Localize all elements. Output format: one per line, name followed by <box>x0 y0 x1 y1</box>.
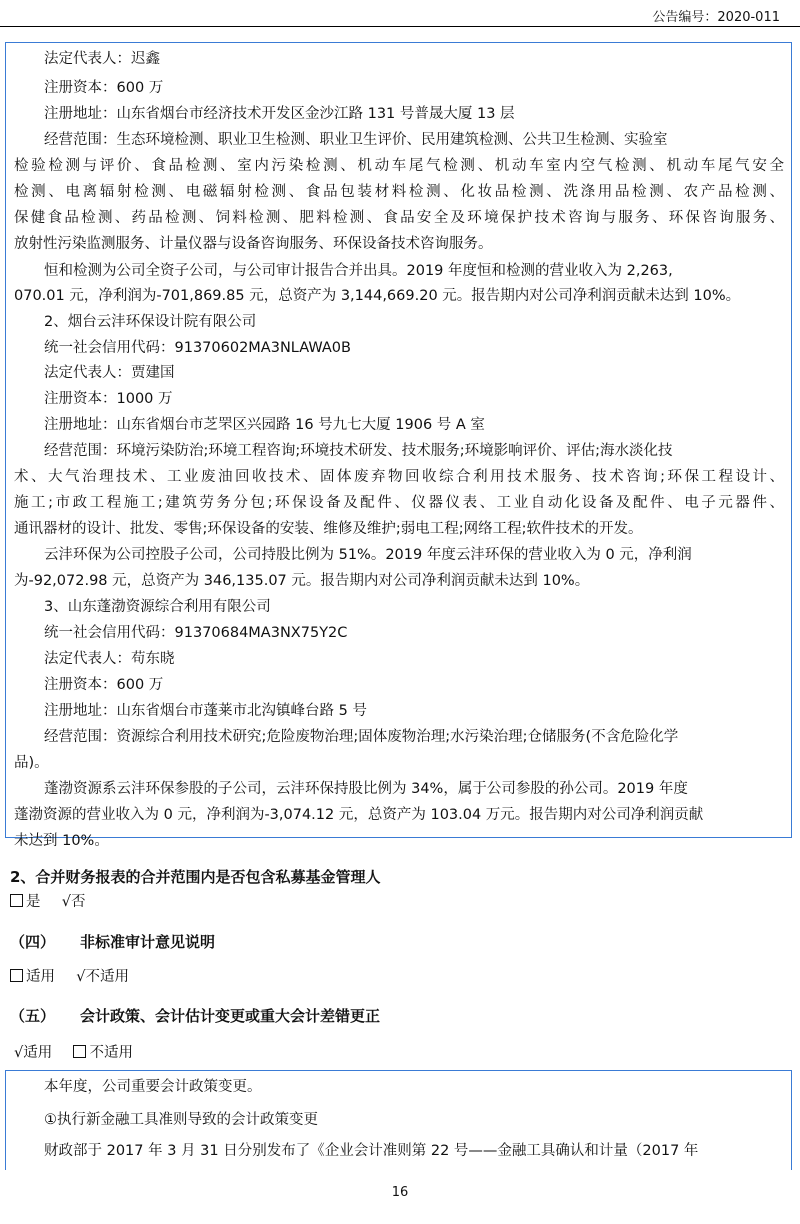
section-4-options <box>10 966 129 988</box>
text-line: 注册资本：600 万 <box>44 80 164 96</box>
text-line: 未达到 10%。 <box>14 833 109 849</box>
section-4-title: 非标准审计意见说明 <box>80 933 216 951</box>
option-not-applicable-label: √不适用 <box>76 969 129 985</box>
section-5-title: 会计政策、会计估计变更或重大会计差错更正 <box>80 1007 381 1025</box>
text-line: 蓬渤资源的营业收入为 0 元，净利润为-3,074.12 元，总资产为 103.04 万元。报告期内对公司净利润贡献 <box>14 807 704 823</box>
company-heading: 3、山东蓬渤资源综合利用有限公司 <box>44 599 271 615</box>
text-line: 施工;市政工程施工;建筑劳务分包;环保设备及配件、仪器仪表、工业自动化设备及配件、电子元器件、 <box>14 495 784 511</box>
section-2-title: 2、合并财务报表的合并范围内是否包含私募基金管理人 <box>10 868 381 886</box>
text-line: 放射性污染监测服务、计量仪器与设备咨询服务、环保设备技术咨询服务。 <box>14 236 493 252</box>
section-4-number: （四） <box>10 933 56 951</box>
section-2-options <box>10 891 85 913</box>
text-line: 注册资本：600 万 <box>44 677 164 693</box>
text-line: 财政部于 2017 年 3 月 31 日分别发布了《企业会计准则第 22 号——金融工具确认和计量（2017 年 <box>44 1143 699 1159</box>
text-line: 品)。 <box>14 755 49 771</box>
text-line: 经营范围：环境污染防治;环境工程咨询;环境技术研发、技术服务;环境影响评价、评估;海水淡化技 <box>44 443 673 459</box>
text-line: 统一社会信用代码：91370602MA3NLAWA0B <box>44 340 351 356</box>
option-not-applicable-label: 不适用 <box>89 1045 133 1061</box>
section-5-options <box>14 1042 133 1064</box>
text-line: 注册地址：山东省烟台市芝罘区兴园路 16 号九七大厦 1906 号 A 室 <box>44 417 485 433</box>
text-line: 保健食品检测、药品检测、饲料检测、肥料检测、食品安全及环境保护技术咨询与服务、环保咨询服务、 <box>14 210 784 226</box>
option-yes-label: 是 <box>26 894 41 910</box>
page-header <box>0 0 800 30</box>
announcement-number: 公告编号：2020-011 <box>652 10 780 25</box>
text-line: 通讯器材的设计、批发、零售;环保设备的安装、维修及维护;弱电工程;网络工程;软件技术的开发。 <box>14 521 643 537</box>
text-line: 注册地址：山东省烟台市蓬莱市北沟镇峰台路 5 号 <box>44 703 367 719</box>
text-line: 注册地址：山东省烟台市经济技术开发区金沙江路 131 号普晟大厦 13 层 <box>44 106 515 122</box>
text-line: 恒和检测为公司全资子公司，与公司审计报告合并出具。2019 年度恒和检测的营业收入为 2,263, <box>44 263 673 279</box>
text-line: 法定代表人：苟东晓 <box>44 651 175 667</box>
text-line: 蓬渤资源系云沣环保参股的子公司，云沣环保持股比例为 34%，属于公司参股的孙公司。2019 年度 <box>44 781 688 797</box>
text-line: 法定代表人：迟鑫 <box>44 51 160 67</box>
text-line: 经营范围：生态环境检测、职业卫生检测、职业卫生评价、民用建筑检测、公共卫生检测、实验室 <box>44 132 668 148</box>
option-applicable-label: √适用 <box>14 1045 53 1061</box>
unchecked-box-icon[interactable] <box>10 894 23 907</box>
text-line: 注册资本：1000 万 <box>44 391 173 407</box>
text-line: 云沣环保为公司控股子公司，公司持股比例为 51%。2019 年度云沣环保的营业收入为 0 元，净利润 <box>44 547 692 563</box>
text-line: 统一社会信用代码：91370684MA3NX75Y2C <box>44 625 348 641</box>
text-line: 070.01 元，净利润为-701,869.85 元，总资产为 3,144,669.20 元。报告期内对公司净利润贡献未达到 10%。 <box>14 288 741 304</box>
section-5-number: （五） <box>10 1007 56 1025</box>
option-no-label: √否 <box>61 894 86 910</box>
text-line: 法定代表人：贾建国 <box>44 365 175 381</box>
text-line: 检测、电离辐射检测、电磁辐射检测、食品包装材料检测、化妆品检测、洗涤用品检测、农产品检测、 <box>14 184 784 200</box>
text-line: 为-92,072.98 元，总资产为 346,135.07 元。报告期内对公司净利润贡献未达到 10%。 <box>14 573 590 589</box>
text-line: ①执行新金融工具准则导致的会计政策变更 <box>44 1112 318 1128</box>
unchecked-box-icon[interactable] <box>73 1045 86 1058</box>
page-number: 16 <box>391 1185 409 1200</box>
unchecked-box-icon[interactable] <box>10 969 23 982</box>
text-line: 术、大气治理技术、工业废油回收技术、固体废弃物回收综合利用技术服务、技术咨询;环保工程设计、 <box>14 469 784 485</box>
company-heading: 2、烟台云沣环保设计院有限公司 <box>44 314 257 330</box>
text-line: 检验检测与评价、食品检测、室内污染检测、机动车尾气检测、机动车室内空气检测、机动车尾气安全 <box>14 158 784 174</box>
header-rule <box>0 26 800 27</box>
text-line: 经营范围：资源综合利用技术研究;危险废物治理;固体废物治理;水污染治理;仓储服务(不含危险化学 <box>44 729 679 745</box>
option-applicable-label: 适用 <box>26 969 55 985</box>
text-line: 本年度，公司重要会计政策变更。 <box>44 1079 262 1095</box>
